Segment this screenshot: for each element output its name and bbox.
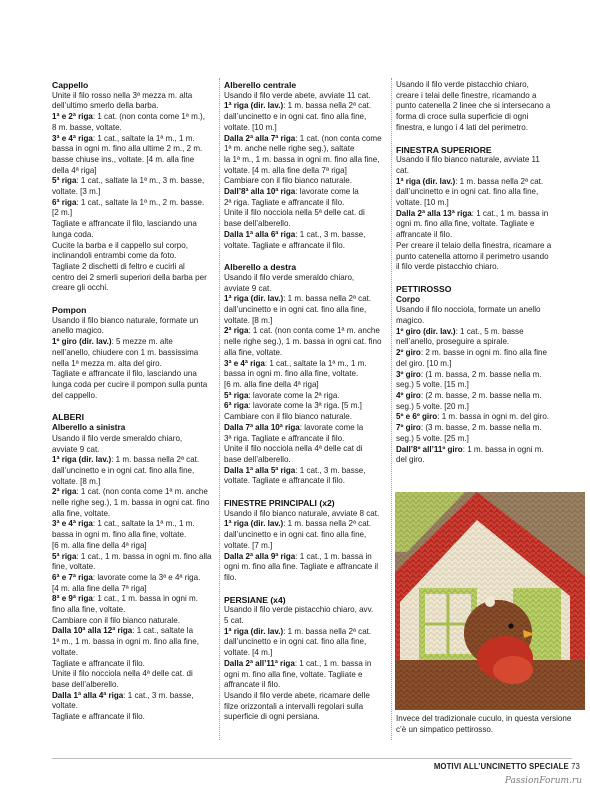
- text-line: filo.: [224, 572, 237, 582]
- text-line: finestra, e lungo i 4 lati del perimetro.: [396, 122, 528, 132]
- text-line: avviate 9 cat.: [224, 283, 272, 293]
- text-line: alla fine, voltate.: [52, 508, 111, 518]
- instruction-label: 1ª riga (dir. lav.): [224, 101, 284, 111]
- instruction-label: 3ª e 4ª riga: [52, 519, 93, 529]
- text-line: dall’uncinetto e in ogni cat. fino alla fine,: [52, 465, 195, 475]
- instruction-label: 6ª riga: [52, 197, 77, 207]
- text-line: creare gli occhi.: [52, 283, 109, 293]
- text-line: [6 m. alla fine della 4ª riga]: [224, 379, 319, 389]
- text-line: Dalla 2ª alla 13ª riga: 1 cat., 1 m. bassa in: [396, 208, 549, 218]
- text-line: 1ª m., 1 m. bassa in ogni m. fino alla fine,: [52, 637, 199, 647]
- instruction-label: Dalla 10ª alla 12ª riga: [52, 626, 133, 636]
- instruction-label: 1ª riga (dir. lav.): [52, 455, 112, 465]
- instruction-label: 5ª riga: [52, 551, 77, 561]
- text-line: Dalla 2ª alla 9ª riga: 1 cat., 1 m. bassa in: [224, 551, 372, 561]
- magazine-title: MOTIVI ALL’UNCINETTO SPECIALE: [433, 762, 569, 771]
- text-line: Usando il filo verde smeraldo chiaro,: [224, 272, 355, 282]
- text-line: 3ª riga. Tagliate e affrancate il filo.: [224, 433, 345, 443]
- text-line: ogni m. fino alla fine. Tagliate e affrancate il: [224, 562, 379, 572]
- instruction-label: 4º giro: [396, 390, 421, 400]
- section-persiane-x4: [224, 595, 390, 723]
- instruction-label: 1ª riga (dir. lav.): [224, 294, 284, 304]
- text-line: voltate. [10 m.]: [224, 122, 277, 132]
- section-alberello-a-destra: [224, 262, 390, 487]
- text-line: 1º giro (dir. lav.): 5 mezze m. alte: [52, 337, 173, 347]
- text-line: Dalla 1ª alla 6ª riga: 1 cat., 3 m. basse,: [224, 229, 366, 239]
- text-line: [2 m.]: [52, 208, 73, 218]
- text-line: Dalla 2ª all’11ª riga: 1 cat., 1 m. bassa in: [224, 658, 372, 668]
- text-line: Unite il filo rosso nella 3ª mezza m. alta: [52, 90, 193, 100]
- section-heading: Pompon: [52, 305, 87, 316]
- instruction-label: 3ª e 4ª riga: [224, 358, 265, 368]
- text-line: Cambiare con il filo bianco naturale.: [52, 615, 180, 625]
- section-pompon: [52, 305, 218, 401]
- text-line: superficie di ogni persiana.: [224, 712, 320, 722]
- instruction-label: Dalla 7ª alla 10ª riga: [224, 422, 300, 432]
- instruction-label: 3ª e 4ª riga: [52, 133, 93, 143]
- text-column-3: [396, 80, 568, 466]
- text-line: Dalla 2ª alla 7ª riga: 1 cat. (non conta come: [224, 133, 382, 143]
- text-line: 1ª riga (dir. lav.): 1 m. bassa nella 2ª cat.: [224, 519, 372, 529]
- section-heading: PERSIANE (x4): [224, 594, 286, 605]
- text-line: lunga coda.: [52, 229, 94, 239]
- text-line: Dalla 7ª alla 10ª riga: lavorate come la: [224, 422, 364, 432]
- section-heading: PETTIROSSO: [396, 283, 452, 294]
- text-line: Tagliate e affrancate il filo.: [52, 712, 145, 722]
- instruction-label: Dalla 2ª alla 9ª riga: [224, 551, 296, 561]
- text-line: Usando il filo verde pistacchio chiaro, avv.: [224, 605, 374, 615]
- text-line: Usando il filo nocciola, formate un anello: [396, 305, 541, 315]
- text-line: voltate. [4 m. alla fine della 7ª riga]: [224, 165, 347, 175]
- text-line: magico.: [396, 316, 425, 326]
- text-line: forma di croce sulla superficie di ogni: [396, 112, 529, 122]
- text-line: del giro. [10 m.]: [396, 358, 452, 368]
- text-line: punto catenella 2 linee che si intersecano a: [396, 101, 551, 111]
- instruction-label: 5ª riga: [52, 176, 77, 186]
- instruction-label: 6ª e 7ª riga: [52, 572, 93, 582]
- text-line: dall’uncinetto e in ogni cat. fino alla fine,: [224, 112, 367, 122]
- instruction-label: 1ª riga (dir. lav.): [396, 176, 456, 186]
- instruction-label: 1ª e 2ª riga: [52, 112, 93, 122]
- text-line: 7º giro: (3 m. basse, 2 m. basse nella m.: [396, 423, 542, 433]
- text-line: avviate 9 cat.: [52, 444, 100, 454]
- instruction-label: 3º giro: [396, 369, 421, 379]
- text-line: dall’uncinetto e in ogni cat. fino alla fine,: [224, 530, 367, 540]
- text-line: 1ª riga (dir. lav.): 1 m. bassa nella 2ª cat.: [224, 101, 372, 111]
- text-line: del giro.: [396, 455, 425, 465]
- text-line: filze orizzontali a intervalli regolari sulla: [224, 701, 364, 711]
- text-line: voltate. Tagliate e affrancate il filo.: [224, 240, 345, 250]
- text-line: voltate. [10 m.]: [396, 198, 449, 208]
- text-line: il filo verde pistacchio chiaro.: [396, 262, 499, 272]
- text-line: affrancate il filo.: [224, 680, 281, 690]
- text-line: 8 m. basse, voltate.: [52, 122, 122, 132]
- text-line: ogni m. fino alla fine, voltate. Tagliate e: [224, 669, 363, 679]
- photo-caption: Invece del tradizionale cuculo, in questa versione c’è un simpatico pettirosso.: [396, 714, 572, 734]
- section-pettirosso: [396, 284, 568, 466]
- text-line: 5ª riga: 1 cat., saltate la 1ª m., 3 m. basse,: [52, 176, 205, 186]
- text-line: creare i telai delle finestre, ricamando a: [396, 90, 537, 100]
- text-line: bassa in ogni m. fino alla fine, voltate.: [52, 530, 187, 540]
- text-line: nell’anello, chiudere con 1 m. bassissima: [52, 347, 199, 357]
- instruction-label: 7º giro: [396, 423, 421, 433]
- text-line: Usando il filo verde pistacchio chiaro,: [396, 80, 529, 89]
- instruction-label: Dalla 1ª alla 5ª riga: [224, 465, 296, 475]
- crochet-robin-photo: [395, 492, 585, 710]
- text-line: Cucite la barba e il cappello sul corpo,: [52, 240, 188, 250]
- text-line: nell’anello, proseguire a spirale.: [396, 337, 510, 347]
- text-line: 1ª m. anche nelle righe seg.), saltate: [224, 144, 355, 154]
- text-line: Tagliate e affrancate il filo, lasciando una: [52, 369, 197, 379]
- text-line: fino alla fine, voltate.: [52, 605, 126, 615]
- text-line: 5 cat.: [224, 616, 244, 626]
- text-line: nelle righe seg.), 1 m. bassa in ogni cat. fino: [224, 337, 382, 347]
- text-line: dall’uncinetto e in ogni cat. fino alla fine,: [224, 305, 367, 315]
- text-line: 3ª e 4ª riga: 1 cat., saltate la 1ª m., 1 m.: [52, 519, 195, 529]
- text-line: Tagliate e affrancate il filo, lasciando una: [52, 219, 197, 229]
- text-line: 1ª riga (dir. lav.): 1 m. bassa nella 2ª cat.: [224, 626, 372, 636]
- text-line: 6ª e 7ª riga: lavorate come la 3ª e 4ª riga.: [52, 572, 201, 582]
- text-line: Usando il filo bianco naturale, avviate 8 cat.: [224, 508, 380, 518]
- text-line: del cappello.: [52, 390, 98, 400]
- text-line: dall’uncinetto e in ogni cat. fino alla fine,: [224, 637, 367, 647]
- text-line: Unite il filo nocciola nella 4ª delle cat. di: [52, 669, 193, 679]
- text-line: ogni m. fino alla fine, voltate. Tagliate e: [396, 219, 535, 229]
- instruction-label: 2º giro: [396, 348, 421, 358]
- text-line: voltate. [3 m.]: [52, 187, 101, 197]
- text-line: base dell’alberello.: [52, 679, 119, 689]
- text-line: 5º e 6º giro: 1 m. bassa in ogni m. del giro.: [396, 412, 550, 422]
- column-divider: [219, 78, 220, 740]
- section-alberi: [52, 412, 218, 722]
- section-heading: FINESTRA SUPERIORE: [396, 144, 492, 155]
- text-line: Unite il filo nocciola nella 4ª delle cat di: [224, 444, 363, 454]
- text-line: Usando il filo verde abete, ricamare delle: [224, 690, 370, 700]
- text-line: voltate.: [52, 647, 78, 657]
- text-column-2: [224, 80, 390, 723]
- text-line: Dall’8ª alla 10ª riga: lavorate come la: [224, 187, 359, 197]
- text-line: bassa in ogni m. fino alla fine, voltate.: [224, 369, 359, 379]
- text-line: nella 1ª mezza m. alta del giro.: [52, 358, 162, 368]
- section-heading: Cappello: [52, 80, 89, 90]
- text-line: Dalla 10ª alla 12ª riga: 1 cat., saltate la: [52, 626, 194, 636]
- text-line: bassa in ogni m. fino alla ultime 2 m., 2 m.: [52, 144, 203, 154]
- text-line: [4 m. alla fine della 7ª riga]: [52, 583, 147, 593]
- text-line: 3º giro: (1 m. bassa, 2 m. basse nella m.: [396, 369, 542, 379]
- text-line: dall’uncinetto e in ogni cat. fino alla fine,: [396, 187, 539, 197]
- section-finestre-principali-x2: [224, 498, 390, 584]
- section-continuation: [396, 80, 568, 134]
- text-line: 8ª e 9ª riga: 1 cat., 1 m. bassa in ogni m.: [52, 594, 198, 604]
- text-line: lunga coda per cucire il pompon sulla punta: [52, 379, 208, 389]
- text-column-1: [52, 80, 218, 723]
- text-line: punto catenella attorno il perimetro usando: [396, 251, 549, 261]
- instruction-label: 2ª riga: [52, 487, 77, 497]
- footer-rule: [52, 758, 572, 759]
- instruction-label: 1º giro (dir. lav.): [52, 337, 112, 347]
- section-alberello-centrale: [224, 80, 390, 251]
- text-line: nelle righe seg.), 1 m. bassa in ogni cat. fino: [52, 498, 210, 508]
- instruction-label: Dalla 1ª alla 6ª riga: [224, 229, 296, 239]
- column-divider: [391, 78, 392, 740]
- text-line: inclinandoli entrambi come da foto.: [52, 251, 177, 261]
- instruction-label: Dall’8º all’11º giro: [396, 444, 463, 454]
- instruction-label: Dalla 2ª alla 13ª riga: [396, 208, 472, 218]
- instruction-label: 5ª riga: [224, 390, 249, 400]
- text-line: 2ª riga: 1 cat. (non conta come 1ª m. anche: [52, 487, 208, 497]
- section-heading: ALBERI: [52, 412, 84, 423]
- instruction-label: Dalla 2ª alla 7ª riga: [224, 133, 296, 143]
- text-line: alla fine, voltate.: [224, 347, 283, 357]
- text-line: Usando il filo verde smeraldo chiaro,: [52, 433, 183, 443]
- text-line: [6 m. alla fine della 4ª riga]: [52, 540, 147, 550]
- instruction-label: 6ª riga: [224, 401, 249, 411]
- watermark: PassionForum.ru: [504, 776, 582, 786]
- text-line: Cambiare con il filo bianco naturale.: [224, 412, 352, 422]
- text-line: 5ª riga: 1 cat., 1 m. bassa in ogni m. fino alla: [52, 551, 212, 561]
- instruction-label: 1ª riga (dir. lav.): [224, 626, 284, 636]
- instruction-label: 1ª riga (dir. lav.): [224, 519, 284, 529]
- text-line: base dell’alberello.: [224, 454, 291, 464]
- text-line: voltate.: [52, 701, 78, 711]
- text-line: voltate. [8 m.]: [224, 315, 273, 325]
- text-line: centro dei 2 smerli superiori della barba per: [52, 272, 207, 282]
- section-heading: Alberello a destra: [224, 262, 297, 273]
- text-line: Dalla 1ª alla 4ª riga: 1 cat., 3 m. basse,: [52, 690, 194, 700]
- text-line: Unite il filo nocciola nella 5ª delle cat. di: [224, 208, 365, 218]
- text-line: 1ª e 2ª riga: 1 cat. (non conta come 1ª m.),: [52, 112, 205, 122]
- text-line: Dall’8º all’11º giro: 1 m. bassa in ogni m.: [396, 444, 544, 454]
- instruction-label: 5º e 6º giro: [396, 412, 438, 422]
- text-line: 1º giro (dir. lav.): 1 cat., 5 m. basse: [396, 326, 524, 336]
- section-heading: FINESTRE PRINCIPALI (x2): [224, 498, 335, 509]
- instruction-label: 1º giro (dir. lav.): [396, 326, 456, 336]
- section-subheading: Corpo: [396, 294, 421, 304]
- text-line: Tagliate e affrancate il filo.: [52, 658, 145, 668]
- text-line: 3ª e 4ª riga: 1 cat., saltate la 1ª m., 1 m.: [52, 133, 195, 143]
- text-line: seg.) 5 volte. [15 m.]: [396, 380, 469, 390]
- instruction-label: 8ª e 9ª riga: [52, 594, 93, 604]
- text-line: 2ª riga: 1 cat. (non conta come 1ª m. anche: [224, 326, 380, 336]
- text-line: della 4ª riga]: [52, 165, 97, 175]
- text-line: seg.) 5 volte. [25 m.]: [396, 433, 469, 443]
- text-line: Per creare il telaio della finestra, ricamare a: [396, 240, 552, 250]
- section-heading: Alberello centrale: [224, 80, 297, 90]
- text-line: 1ª riga (dir. lav.): 1 m. bassa nella 2ª cat.: [224, 294, 372, 304]
- instruction-label: 2ª riga: [224, 326, 249, 336]
- text-line: Usando il filo verde abete, avviate 11 cat.: [224, 90, 371, 100]
- text-line: 6ª riga: lavorate come la 3ª riga. [5 m.]: [224, 401, 362, 411]
- text-line: cat.: [396, 165, 409, 175]
- text-line: voltate. Tagliate e affrancate il filo.: [224, 476, 345, 486]
- text-line: 6ª riga: 1 cat., saltate la 1ª m., 2 m. basse.: [52, 197, 205, 207]
- text-line: Tagliate 2 dischetti di feltro e cucirli al: [52, 261, 185, 271]
- page-footer: [380, 762, 580, 773]
- text-line: 5ª riga: lavorate come la 2ª riga.: [224, 390, 340, 400]
- text-line: Usando il filo bianco naturale, formate un: [52, 315, 199, 325]
- text-line: 4º giro: (2 m. basse, 2 m. basse nella m.: [396, 390, 542, 400]
- text-line: seg.) 5 volte. [20 m.]: [396, 401, 469, 411]
- crochet-robin-illustration: [395, 492, 585, 710]
- instruction-label: Dalla 2ª all’11ª riga: [224, 658, 295, 668]
- instruction-label: Dall’8ª alla 10ª riga: [224, 187, 296, 197]
- text-line: Cambiare con il filo bianco naturale.: [224, 176, 352, 186]
- page-number: 73: [571, 762, 580, 771]
- instruction-label: Dalla 1ª alla 4ª riga: [52, 690, 124, 700]
- text-line: 2ª riga. Tagliate e affrancate il filo.: [224, 197, 345, 207]
- text-line: la 1ª m., 1 m. bassa in ogni m. fino alla fine,: [224, 154, 380, 164]
- text-line: affrancate il filo.: [396, 230, 453, 240]
- text-line: anello magico.: [52, 326, 104, 336]
- text-line: basse chiuse ins., voltate. [4 m. alla fine: [52, 154, 195, 164]
- text-line: fine, voltate.: [52, 562, 96, 572]
- section-finestra-superiore: [396, 145, 568, 273]
- text-line: 2º giro: 2 m. basse in ogni m. fino alla fine: [396, 348, 547, 358]
- text-line: 3ª e 4ª riga: 1 cat., saltate la 1ª m., 1 m.: [224, 358, 367, 368]
- section-cappello: [52, 80, 218, 294]
- text-line: 1ª riga (dir. lav.): 1 m. bassa nella 2ª cat.: [52, 455, 200, 465]
- text-line: 1ª riga (dir. lav.): 1 m. bassa nella 2ª cat.: [396, 176, 544, 186]
- text-line: Dalla 1ª alla 5ª riga: 1 cat., 3 m. basse,: [224, 465, 366, 475]
- text-line: voltate. [4 m.]: [224, 648, 273, 658]
- text-line: base dell’alberello.: [224, 219, 291, 229]
- text-line: voltate. [8 m.]: [52, 476, 101, 486]
- text-line: voltate. [7 m.]: [224, 540, 273, 550]
- text-line: dell’ultimo smerlo della barba.: [52, 101, 159, 111]
- text-line: Usando il filo bianco naturale, avviate 11: [396, 155, 540, 165]
- section-subheading: Alberello a sinistra: [52, 423, 126, 433]
